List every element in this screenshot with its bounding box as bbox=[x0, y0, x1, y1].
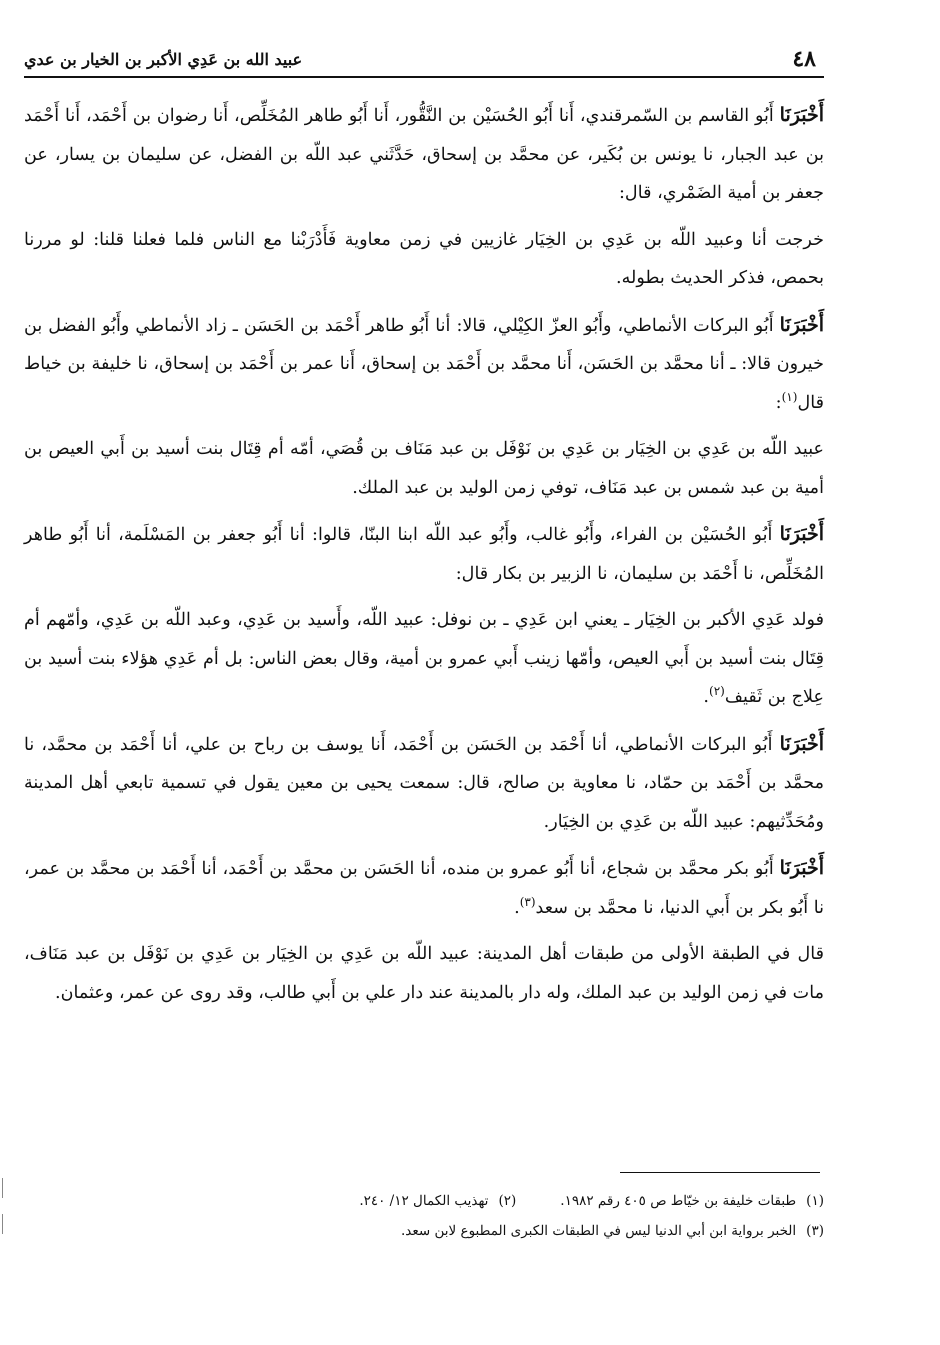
footnote-3 bbox=[401, 1216, 824, 1246]
lead-word: أَخْبَرَنَا bbox=[779, 732, 824, 755]
paragraph-5 bbox=[24, 515, 824, 593]
paragraph-text: أَبُو بكر محمَّد بن شجاع، أنا أَبُو عمرو بن منده، أنا الحَسَن بن محمَّد بن أَحْمَد، أنا أَحْمَد بن محمَّد بن عمر، نا أَبُو بكر بن أَبي الدنيا، نا محمَّد بن سعد bbox=[24, 859, 824, 918]
paragraph-end: . bbox=[703, 687, 710, 707]
page-header bbox=[24, 40, 824, 78]
paragraph-text: خرجت أنا وعبيد اللّه بن عَدِي بن الخِيَار غازيين في زمن معاوية فَأَدْرَبْنا مع الناس فلما فعلنا قلنا: لو مررنا بحمص، فذكر الحديث بطوله. bbox=[24, 229, 824, 288]
footnote-text: طبقات خليفة بن خيّاط ص ٤٠٥ رقم ١٩٨٢. bbox=[560, 1193, 797, 1209]
paragraph-text: أَبُو البركات الأنماطي، وأَبُو العزّ الكِيْلي، قالا: أنا أَبُو طاهر أَحْمَد بن الحَسَن ـ زاد الأنماطي وأَبُو الفضل بن خيرون قالا: ـ أنا محمَّد بن الحَسَن، أَنا محمَّد بن أَحْمَد بن إسحاق، أَنا عمر بن أَحْمَد بن إسحاق، نا خليفة بن خياط قال bbox=[24, 315, 824, 413]
paragraph-2 bbox=[24, 221, 824, 298]
footnote-rule bbox=[620, 1172, 820, 1173]
main-text bbox=[24, 96, 824, 1020]
header-rule bbox=[24, 76, 824, 78]
running-title: عبيد الله بن عَدِي الأكبر بن الخيار بن عدي bbox=[24, 49, 303, 69]
footnote-text: تهذيب الكمال ١٢/ ٢٤٠. bbox=[359, 1193, 489, 1209]
footnote-1 bbox=[560, 1186, 824, 1216]
paragraph-text: عبيد اللّه بن عَدِي بن الخِيَار بن عَدِي بن نَوْفَل بن عبد مَنَاف بن قُصَي، أمّه أم قِتَال بنت أسيد بن أَبي العيص بن أمية بن عبد شمس بن عبد مَنَاف، توفي زمن الوليد بن عبد الملك. bbox=[24, 439, 824, 498]
lead-word: أَخْبَرَنَا bbox=[779, 523, 824, 545]
paragraph-text: أَبُو البركات الأنماطي، أنا أَحْمَد بن الحَسَن بن أَحْمَد، أَنا يوسف بن رباح بن علي، أنا أَحْمَد بن محمَّد، نا محمَّد بن أَحْمَد بن حمّاد، نا معاوية بن صالح، قال: سمعت يحيى بن معين يقول في تسمية تابعي أهل المدينة ومُحَدِّثيهم: عبيد اللّه بن عَدِي بن الخِيَار. bbox=[24, 734, 824, 832]
margin-mark bbox=[2, 1178, 3, 1198]
paragraph-text: قال في الطبقة الأولى من طبقات أهل المدينة: عبيد اللّه بن عَدِي بن الخِيَار بن عَدِي بن نَوْفَل بن عبد مَنَاف، مات في زمن الوليد بن عبد الملك، وله دار بالمدينة عند دار علي بن أَبي طالب، وقد روى عن عمر، وعثمان. bbox=[24, 944, 824, 1003]
footnote-text: الخبر برواية ابن أبي الدنيا ليس في الطبقات الكبرى المطبوع لابن سعد. bbox=[401, 1223, 797, 1239]
page-number: ٤٨ bbox=[792, 46, 816, 72]
lead-word: أَخْبَرَنَا bbox=[779, 313, 824, 336]
paragraph-6 bbox=[24, 601, 824, 717]
paragraph-8 bbox=[24, 849, 824, 927]
footnote-line-2 bbox=[24, 1216, 824, 1246]
paragraph-text: أَبُو الحُسَيْن بن الفراء، وأَبُو غالب، وأَبُو عبد اللّه ابنا البنّا، قالوا: أنا أَبُو جعفر بن المَسْلَمة، أنا أَبُو طاهر المُخَلِّص، نا أَحْمَد بن سليمان، نا الزبير بن بكار قال: bbox=[24, 525, 824, 584]
footnote-ref-3: (٣) bbox=[519, 894, 536, 909]
footnote-2 bbox=[359, 1186, 516, 1216]
paragraph-7 bbox=[24, 725, 824, 842]
paragraph-text: أَبُو القاسم بن السّمرقندي، أَنا أَبُو الحُسَيْن بن النَّقُّور، أَنا أَبُو طاهر المُخَلِّص، أَنا رضوان بن أَحْمَد، أَنا أَحْمَد بن عبد الجبار، نا يونس بن بُكَير، عن محمَّد بن إسحاق، حَدَّثَني عبد اللّه بن الفضل، عن سليمان بن يسار، عن جعفر بن أمية الضَمْري، قال: bbox=[24, 106, 824, 203]
paragraph-3 bbox=[24, 306, 824, 423]
footnote-number: (٢) bbox=[498, 1193, 517, 1209]
footnote-ref-2: (٢) bbox=[709, 684, 725, 699]
paragraph-text: فولد عَدِي الأكبر بن الخِيَار ـ يعني ابن عَدِي ـ بن نوفل: عبيد اللّه، وأَسيد بن عَدِي، وعبد اللّه بن عَدِي، وأمّهم أم قِتَال بنت أسيد بن أَبي العيص، وأمّها زينب أَبي عمرو بن أمية، وقال بعض الناس: بل أم عَدِي هؤلاء بنت أسيد بن عِلاج بن ثَقيف bbox=[24, 610, 824, 707]
margin-mark bbox=[2, 1214, 3, 1234]
lead-word: أَخْبَرَنَا bbox=[779, 104, 824, 126]
paragraph-9 bbox=[24, 935, 824, 1012]
footnotes bbox=[24, 1186, 824, 1246]
paragraph-end: . bbox=[514, 897, 520, 918]
footnote-ref-1: (١) bbox=[781, 389, 798, 404]
paragraph-4 bbox=[24, 430, 824, 507]
footnote-line-1 bbox=[24, 1186, 824, 1216]
paragraph-1 bbox=[24, 96, 824, 213]
paragraph-end: : bbox=[775, 392, 782, 413]
footnote-number: (٣) bbox=[806, 1223, 824, 1239]
lead-word: أَخْبَرَنَا bbox=[779, 857, 824, 879]
footnote-number: (١) bbox=[806, 1193, 824, 1209]
